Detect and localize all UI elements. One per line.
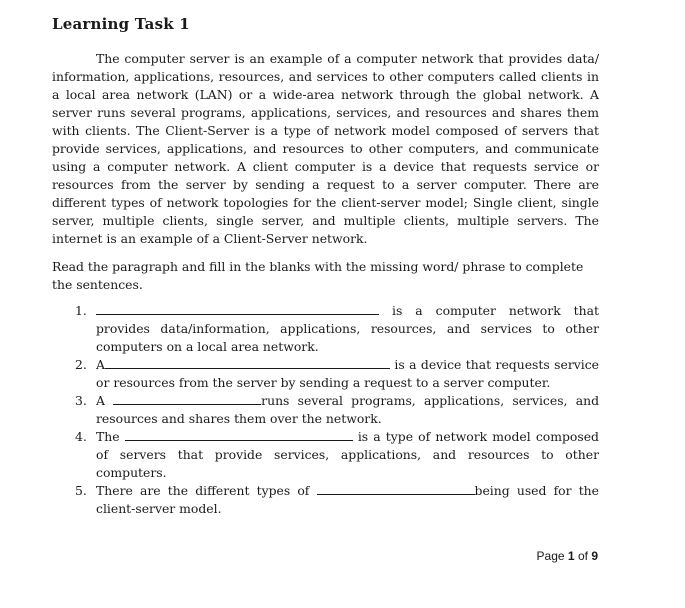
page-number [537, 549, 598, 563]
item-text-after: is a device that requests service or resources from the server by sending a request to a server computer. [96, 357, 599, 390]
answer-blank[interactable] [96, 302, 379, 315]
item-text-after: being used for the client-server model. [96, 483, 599, 516]
answer-blank[interactable] [105, 356, 390, 369]
item-text-after: runs several programs, applications, services, and resources and shares them over the network. [96, 393, 600, 426]
list-item [52, 482, 599, 518]
item-text-before: There are the different types of [96, 483, 317, 498]
list-item [52, 392, 599, 428]
task-title: Learning Task 1 [52, 15, 190, 33]
item-number: 1. [75, 303, 87, 318]
item-number: 2. [75, 357, 87, 372]
item-number: 4. [75, 429, 87, 444]
reading-paragraph: The computer server is an example of a computer network that provides data/ information, applications, resources, and services to other computers called clients in a local area network (LAN) or a wide-area network through the global network. A server runs several programs, applications, services, and resources and shares them with clients. The Client-Server is a type of network model composed of servers that provide services, applications, and resources to other computers, and communicate using a computer network. A client computer is a device that requests service or resources from the server by sending a request to a server computer. There are different types of network topologies for the client-server model; Single client, single server, multiple clients, single server, and multiple clients, multiple servers. The internet is an example of a Client-Server network. [52, 51, 599, 246]
instructions: Read the paragraph and fill in the blanks with the missing word/ phrase to complete the sentences. [52, 259, 584, 292]
answer-blank[interactable] [113, 392, 261, 405]
item-number: 3. [75, 393, 87, 408]
answer-blank[interactable] [317, 482, 475, 495]
list-item [52, 302, 599, 356]
worksheet-page [52, 14, 599, 518]
item-number: 5. [75, 483, 87, 498]
item-text-before: A [96, 393, 114, 408]
list-item [52, 428, 599, 482]
total-pages: 9 [591, 549, 598, 563]
item-text-before: A [96, 357, 105, 372]
current-page: 1 [567, 549, 575, 563]
answer-blank[interactable] [125, 428, 353, 441]
list-item [52, 356, 599, 392]
fill-in-blank-list [52, 302, 599, 518]
item-text-after: is a computer network that provides data/information, applications, resources, and services to other computers on a local area network. [96, 303, 599, 354]
page-label: Page [536, 549, 565, 563]
item-text-before: The [96, 429, 125, 444]
of-label: of [577, 549, 588, 563]
item-text-after: is a type of network model composed of servers that provide services, applications, and resources to other computers. [96, 429, 599, 480]
